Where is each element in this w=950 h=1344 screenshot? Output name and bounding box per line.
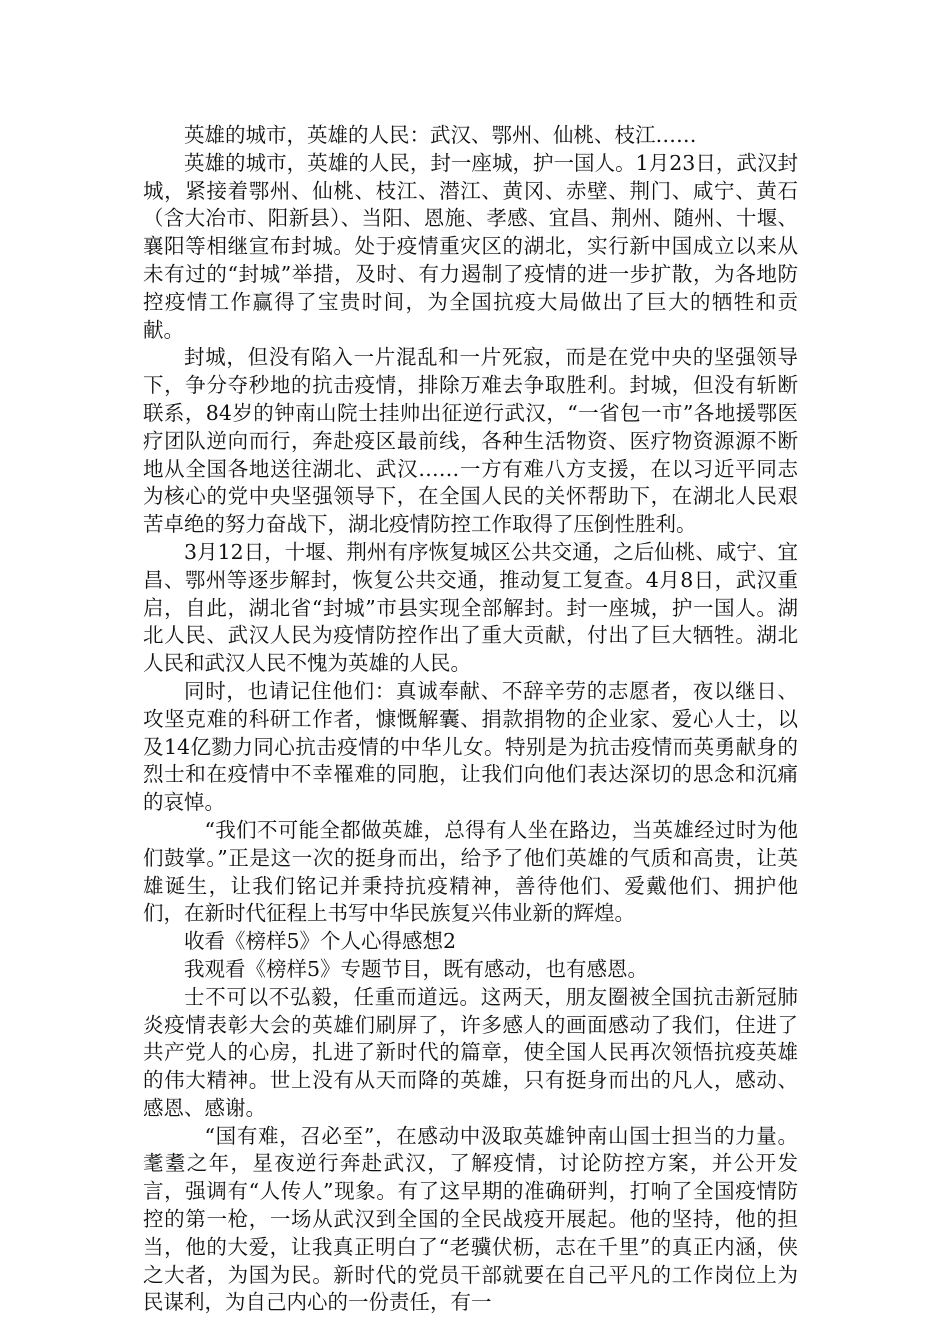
paragraph-9: “国有难，召必至”，在感动中汲取英雄钟南山国士担当的力量。耄耋之年，星夜逆行奔赴武汉，了解疫情，讨论防控方案，并公开发言，强调有“人传人”现象。有了这早期的准确研判，打响了全国疫情防控的第一枪，一场从武汉到全国的全民战疫开展起。他的坚持，他的担当，他的大爱，让我真正明白了“老骥伏枥，志在千里”的真正内涵，侠之大者，为国为民。新时代的党员干部就要在自己平凡的工作岗位上为民谋利，为自己内心的一份责任，有一 bbox=[143, 1123, 798, 1315]
paragraph-1: 英雄的城市，英雄的人民：武汉、鄂州、仙桃、枝江…… bbox=[184, 123, 697, 147]
paragraph-4: 3月12日，十堰、荆州有序恢复城区公共交通，之后仙桃、咸宁、宜昌、鄂州等逐步解封，恢复公共交通，推动复工复查。4月8日，武汉重启，自此，湖北省“封城”市县实现全部解封。封一座城，护一国人。湖北人民、武汉人民为疫情防控作出了重大贡献，付出了巨大牺牲。湖北人民和武汉人民不愧为英雄的人民。 bbox=[143, 539, 798, 676]
paragraph-7: 我观看《榜样5》专题节目，既有感动，也有感恩。 bbox=[184, 956, 649, 981]
paragraph-6: “我们不可能全都做英雄，总得有人坐在路边，当英雄经过时为他们鼓掌。”正是这一次的挺身而出，给予了他们英雄的气质和高贵，让英雄诞生，让我们铭记并秉持抗疫精神，善待他们、爱戴他们、拥护他们，在新时代征程上书写中华民族复兴伟业新的辉煌。 bbox=[143, 817, 798, 926]
paragraph-2: 英雄的城市，英雄的人民，封一座城，护一国人。1月23日，武汉封城，紧接着鄂州、仙桃、枝江、潜江、黄冈、赤壁、荆门、咸宁、黄石（含大冶市、阳新县）、当阳、恩施、孝感、宜昌、荆州、随州、十堰、襄阳等相继宣布封城。处于疫情重灾区的湖北，实行新中国成立以来从未有过的“封城”举措，及时、有力遏制了疫情的进一步扩散，为各地防控疫情工作赢得了宝贵时间，为全国抗疫大局做出了巨大的牺牲和贡献。 bbox=[143, 150, 798, 342]
paragraph-5: 同时，也请记住他们：真诚奉献、不辞辛劳的志愿者，夜以继日、攻坚克难的科研工作者，慷慨解囊、捐款捐物的企业家、爱心人士，以及14亿勠力同心抗击疫情的中华儿女。特别是为抗击疫情而英勇献身的烈士和在疫情中不幸罹难的同胞，让我们向他们表达深切的思念和沉痛的哀悼。 bbox=[143, 678, 798, 815]
section-heading: 收看《榜样5》个人心得感想2 bbox=[184, 929, 457, 954]
paragraph-8: 士不可以不弘毅，任重而道远。这两天，朋友圈被全国抗击新冠肺炎疫情表彰大会的英雄们刷屏了，许多感人的画面感动了我们，住进了共产党人的心房，扎进了新时代的篇章，使全国人民再次领悟抗疫英雄的伟大精神。世上没有从天而降的英雄，只有挺身而出的凡人，感动、感恩、感谢。 bbox=[143, 984, 798, 1120]
paragraph-3: 封城，但没有陷入一片混乱和一片死寂，而是在党中央的坚强领导下，争分夺秒地的抗击疫情，排除万难去争取胜利。封城，但没有斩断联系，84岁的钟南山院士挂帅出征逆行武汉，“一省包一市”各地援鄂医疗团队逆向而行，奔赴疫区最前线，各种生活物资、医疗物资源源不断地从全国各地送往湖北、武汉……一方有难八方支援，在以习近平同志为核心的党中央坚强领导下，在全国人民的关怀帮助下，在湖北人民艰苦卓绝的努力奋战下，湖北疫情防控工作取得了压倒性胜利。 bbox=[143, 345, 798, 537]
document-page bbox=[143, 122, 798, 1317]
